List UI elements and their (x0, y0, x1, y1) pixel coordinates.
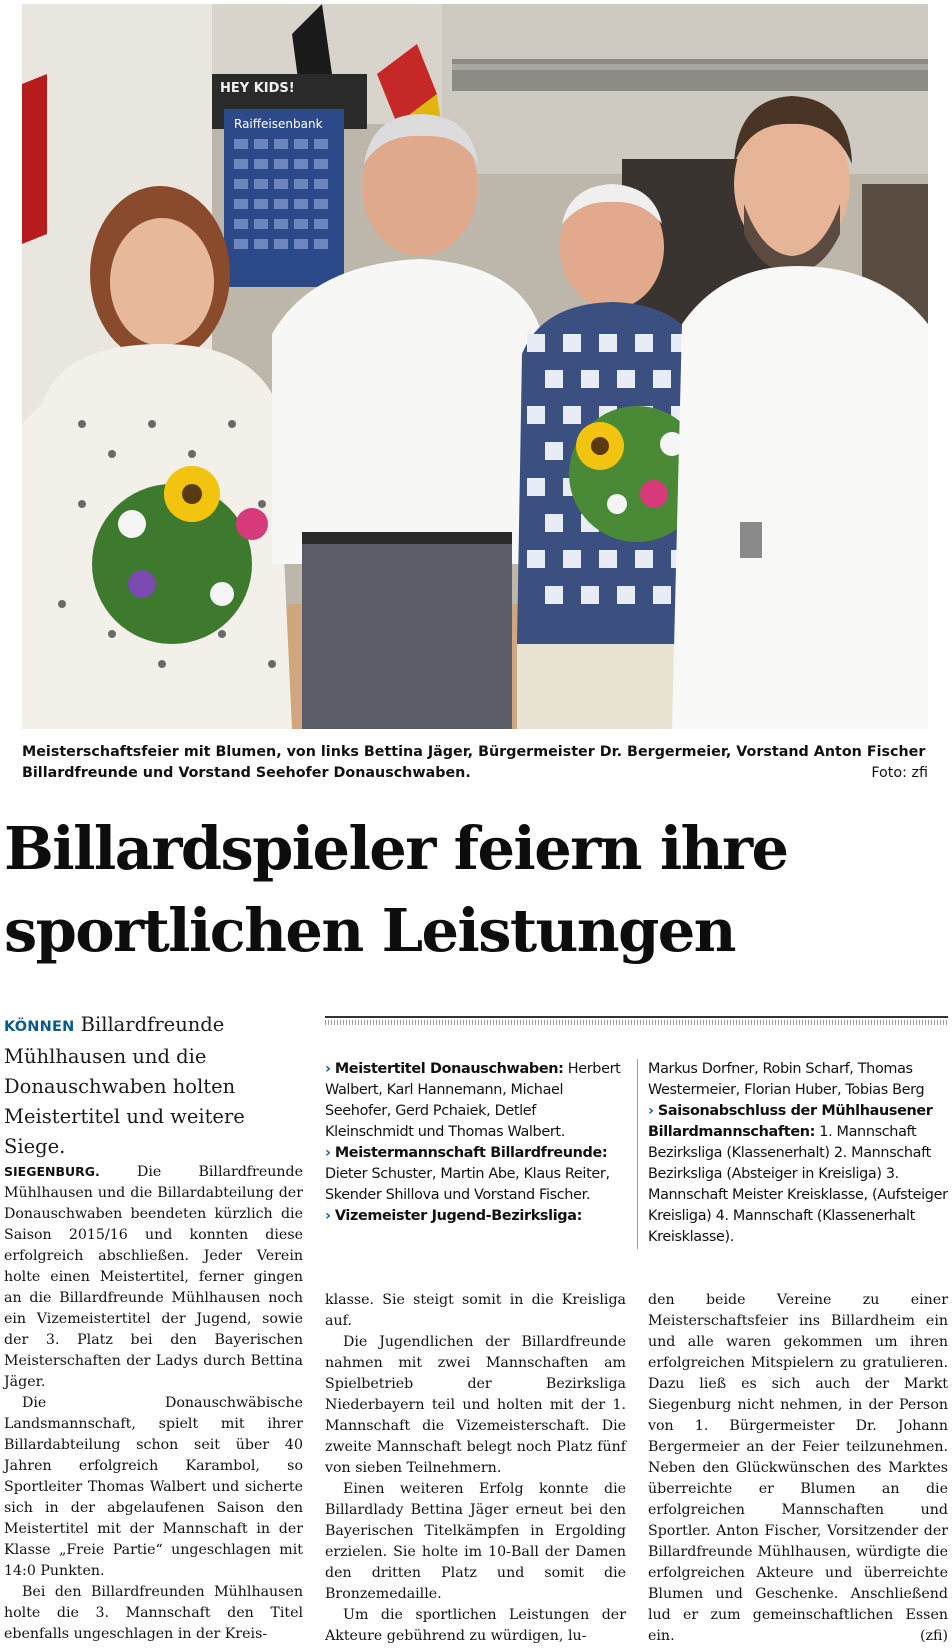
infobox-item-continued: Markus Dorfner, Robin Scharf, Thomas Westermeier, Florian Huber, Tobias Berg (648, 1061, 925, 1098)
paragraph-2: Die Donauschwäbische Landsmannschaft, spielt mit ihrer Billardabteilung schon seit über 40 Jahren erfolgreich Karambol, so Sportleiter Thomas Walbert und sicherte sich in der abgelaufenen Saison den Meistertitel mit der Mannschaft in der Klasse „Freie Partie“ ungeschlagen mit 14:0 Punkten. (4, 1395, 303, 1579)
infobox-item-head: Saisonabschluss der Mühlhausener Billardmannschaften: (648, 1103, 933, 1140)
chevron-right-icon: › (648, 1103, 654, 1119)
photo-credit: Foto: zfi (871, 765, 928, 781)
teaser-text: Billardfreunde Mühlhausen und die Donauschwaben holten Meistertitel und weitere Siege. (4, 1013, 245, 1158)
photo-icon (22, 4, 928, 729)
article-teaser (4, 1010, 304, 1162)
chevron-right-icon: › (325, 1145, 331, 1161)
dateline: SIEGENBURG. (4, 1164, 100, 1179)
photo-caption: Meisterschaftsfeier mit Blumen, von links Bettina Jäger, Bürgermeister Dr. Bergermeier, Vorstand Anton Fischer Billardfreunde und Vorstand Seehofer Donauschwaben. (22, 744, 926, 781)
paragraph-1-text: Die Billardfreunde Mühlhausen und die Billardabteilung der Donauschwaben beendeten kürzlich die Saison 2015/16 und konnten diese erfolgreich abschließen. Jeder Verein holte einen Meistertitel, ferner gingen an die Billardfreunde Mühlhausen noch ein Vizemeistertitel der Jugend, sowie der 3. Platz bei den Bayerischen Meisterschaften der Ladys durch Bettina Jäger. (4, 1164, 303, 1390)
photo-sign-text: HEY KIDS! (220, 81, 295, 96)
paragraph-6a: Um die sportlichen Leistungen der Akteure gebührend zu würdigen, lu- (325, 1607, 626, 1644)
paragraph-3a: Bei den Billardfreunden Mühlhausen holte die 3. Mannschaft den Titel ebenfalls ungeschlagen in der Kreis- (4, 1584, 303, 1642)
paragraph-1 (4, 1161, 303, 1393)
infobox-item-head: Vizemeister Jugend-Bezirksliga: (334, 1208, 583, 1224)
chevron-right-icon: › (325, 1208, 331, 1224)
infobox-item-text: Dieter Schuster, Martin Abe, Klaus Reiter, Skender Shillova und Vorstand Fischer. (325, 1166, 610, 1203)
infobox-column-1 (325, 1059, 627, 1227)
infobox-item-head: Meistermannschaft Billardfreunde: (334, 1145, 608, 1161)
paragraph-4: Die Jugendlichen der Billardfreunde nahmen mit zwei Mannschaften am Spielbetrieb der Bezirksliga Niederbayern teil und holten mit der 1. Mannschaft die Vizemeisterschaft. Die zweite Mannschaft belegt noch Platz fünf von sieben Teilnehmern. (325, 1334, 626, 1476)
teaser-kicker: KÖNNEN (4, 1019, 75, 1035)
article-photo (22, 4, 928, 729)
paragraph-3b: klasse. Sie steigt somit in die Kreisliga auf. (325, 1292, 626, 1329)
infobox-item-text: 1. Mannschaft Bezirksliga (Klassenerhalt) 2. Mannschaft Bezirksliga (Absteiger in Kreisliga) 3. Mannschaft Meister Kreisklasse, (Aufsteiger Kreisliga) 4. Mannschaft (Klassenerhalt Kreisklasse). (648, 1124, 948, 1245)
paragraph-5: Einen weiteren Erfolg konnte die Billardlady Bettina Jäger erneut bei den Bayerischen Titelkämpfen in Ergolding erzielen. Sie holte im 10-Ball der Damen den dritten Platz und somit die Bronzemedaille. (325, 1481, 626, 1602)
infobox-rule (325, 1016, 948, 1025)
infobox-item-text: Herbert Walbert, Karl Hannemann, Michael Seehofer, Gerd Pchaiek, Detlef Kleinschmidt und Thomas Walbert. (325, 1061, 621, 1140)
headline-line-2: sportlichen Leistungen (4, 896, 735, 965)
chevron-right-icon: › (325, 1061, 331, 1077)
infobox-item (325, 1143, 627, 1206)
body-column-2 (325, 1290, 626, 1647)
paragraph-6b (648, 1290, 948, 1647)
body-column-1 (4, 1161, 303, 1645)
infobox-item-head: Meistertitel Donauschwaben: (334, 1061, 564, 1077)
author-signature: (zfi) (919, 1628, 948, 1644)
body-column-3 (648, 1290, 948, 1647)
infobox-column-2 (648, 1059, 948, 1248)
paragraph-6b-text: den beide Vereine zu einer Meisterschaftsfeier ins Billardheim ein und alle waren gekommen um ihren erfolgreichen Mitspielern zu gratulieren. Dazu ließ es sich auch der Markt Siegenburg nicht nehmen, in der Person von 1. Bürgermeister Dr. Johann Bergermeier an der Feier teilzunehmen. Neben den Glückwünschen des Marktes überreichte er Blumen an die erfolgreichen Mannschaften und Sportler. Anton Fischer, Vorsitzender der Billardfreunde Mühlhausen, würdigte die erfolgreichen Akteure und überreichte Blumen und Geschenke. Anschließend lud er zum gemeinschaftlichen Essen ein. (648, 1292, 948, 1644)
infobox-item (325, 1059, 627, 1143)
headline-line-1: Billardspieler feiern ihre (4, 814, 788, 883)
infobox-item (648, 1101, 948, 1248)
infobox-item (325, 1206, 627, 1227)
photo-bank-text: Raiffeisenbank (234, 117, 323, 131)
article-headline (4, 808, 934, 972)
infobox-divider (637, 1059, 638, 1249)
